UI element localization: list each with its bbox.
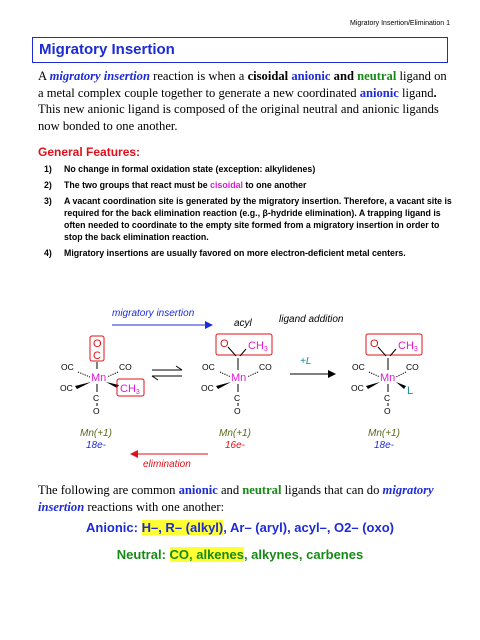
intro-text: This new anionic ligand is composed of the original neutral and anionic ligands now bonded to one another. [38, 102, 439, 133]
oc-ligand: OC [202, 362, 215, 372]
metal-mn: Mn [231, 372, 247, 384]
intro-neutral: neutral [357, 69, 397, 83]
elimination-label: elimination [143, 459, 191, 470]
ox-state: Mn(+1) [368, 428, 400, 439]
neutral-ligands-line [0, 547, 480, 562]
co-o: O [234, 406, 241, 416]
acyl-o: O [370, 338, 379, 350]
anionic-highlight: H–, R– (alkyl) [141, 520, 224, 535]
neutral-rest: , alkynes, carbenes [243, 547, 364, 562]
item-highlight: cisoidal [210, 180, 243, 190]
migratory-insertion-label: migratory insertion [112, 308, 195, 319]
common-term: migratory insertion [38, 483, 434, 514]
co-ligand: CO [119, 362, 132, 372]
co-ligand: CO [259, 362, 272, 372]
equilibrium-arrow-head [152, 376, 158, 380]
intro-text: reaction is when a [149, 69, 248, 83]
common-text: The following are common [38, 483, 179, 497]
common-text: and [217, 483, 243, 497]
neutral-label: Neutral: [116, 547, 170, 562]
intro-cisoidal: cisoidal [247, 69, 289, 83]
plus-l-label: +L [300, 356, 312, 367]
co-c: C [93, 393, 100, 403]
forward-arrow-head [205, 321, 213, 329]
acyl-o: O [220, 338, 229, 350]
electron-count: 16e- [225, 440, 246, 451]
oc-ligand: OC [201, 383, 214, 393]
acyl-methyl: CH3 [248, 340, 268, 353]
ox-state: Mn(+1) [80, 428, 112, 439]
oc-ligand: OC [351, 383, 364, 393]
item-text: The two groups that react must be [64, 180, 211, 190]
page-title: Migratory Insertion [39, 41, 175, 58]
co-o: O [93, 338, 102, 350]
forward-arrow-head [328, 370, 336, 378]
anionic-label: Anionic: [85, 520, 142, 535]
ox-state: Mn(+1) [219, 428, 251, 439]
co-o: O [93, 406, 100, 416]
co-o: O [384, 406, 391, 416]
electron-count: 18e- [374, 440, 395, 451]
oc-ligand: OC [61, 362, 74, 372]
oc-ligand: OC [352, 362, 365, 372]
methyl: CH3 [120, 383, 140, 396]
general-features-heading: General Features: [38, 145, 141, 159]
acyl-methyl: CH3 [398, 340, 418, 353]
acyl-label: acyl [234, 318, 252, 329]
intro-text: ligand [398, 85, 434, 100]
item-number: 1) [44, 164, 52, 174]
oc-ligand: OC [60, 383, 73, 393]
metal-mn: Mn [380, 372, 396, 384]
hashed-bond [247, 372, 258, 377]
common-anionic: anionic [178, 483, 218, 497]
item-number: 4) [44, 248, 52, 258]
ligand-l: L [407, 385, 414, 397]
hashed-bond [369, 372, 380, 377]
item-text: No change in formal oxidation state (exception: alkylidenes) [64, 164, 316, 174]
equilibrium-arrow-head [176, 366, 182, 370]
metal-mn: Mn [91, 372, 107, 384]
neutral-highlight: CO, alkenes [169, 547, 244, 562]
co-c: C [384, 393, 391, 403]
co-c: C [234, 393, 241, 403]
header-label: Migratory Insertion/Elimination 1 [350, 20, 450, 27]
reverse-arrow-head [130, 450, 138, 458]
intro-text: ligand on a metal complex couple together to generate a new coordinated [38, 69, 447, 100]
intro-anionic: anionic [291, 69, 331, 83]
anionic-ligands-line [0, 520, 480, 535]
common-text: ligands that can do [281, 483, 383, 497]
common-text: reactions with one another: [84, 499, 225, 514]
wedge-bond [216, 382, 231, 389]
hashed-bond [220, 372, 231, 377]
intro-term: migratory insertion [49, 69, 150, 83]
wedge-bond [396, 382, 406, 389]
wedge-bond [75, 382, 91, 389]
item-text: A vacant coordination site is generated by the migratory insertion. Therefore, a vacant site is required for the back elimination reaction (e.g., β-hydride elimination). A trapping ligand is often needed to coordinate to the empty site formed from a migratory insertion in order to stop the back elimination reaction. [64, 196, 452, 242]
intro-period: . [433, 85, 437, 100]
electron-count: 18e- [86, 440, 107, 451]
wedge-bond [366, 382, 380, 389]
item-number: 3) [44, 196, 52, 206]
hashed-bond [396, 372, 406, 377]
common-ligands-paragraph [38, 482, 452, 515]
anionic-rest: , Ar– (aryl), acyl–, O2– (oxo) [223, 520, 395, 535]
intro-text: A [38, 69, 50, 83]
co-c: C [93, 350, 101, 362]
item-number: 2) [44, 180, 52, 190]
item-text: to one another [242, 180, 307, 190]
hashed-bond [78, 372, 90, 377]
common-neutral: neutral [242, 483, 282, 497]
intro-anionic: anionic [359, 85, 399, 100]
intro-and: and [333, 69, 354, 83]
hashed-bond [107, 372, 118, 377]
co-ligand: CO [406, 362, 419, 372]
item-text: Migratory insertions are usually favored on more electron-deficient metal centers. [64, 248, 406, 258]
ligand-addition-label: ligand addition [279, 314, 344, 325]
